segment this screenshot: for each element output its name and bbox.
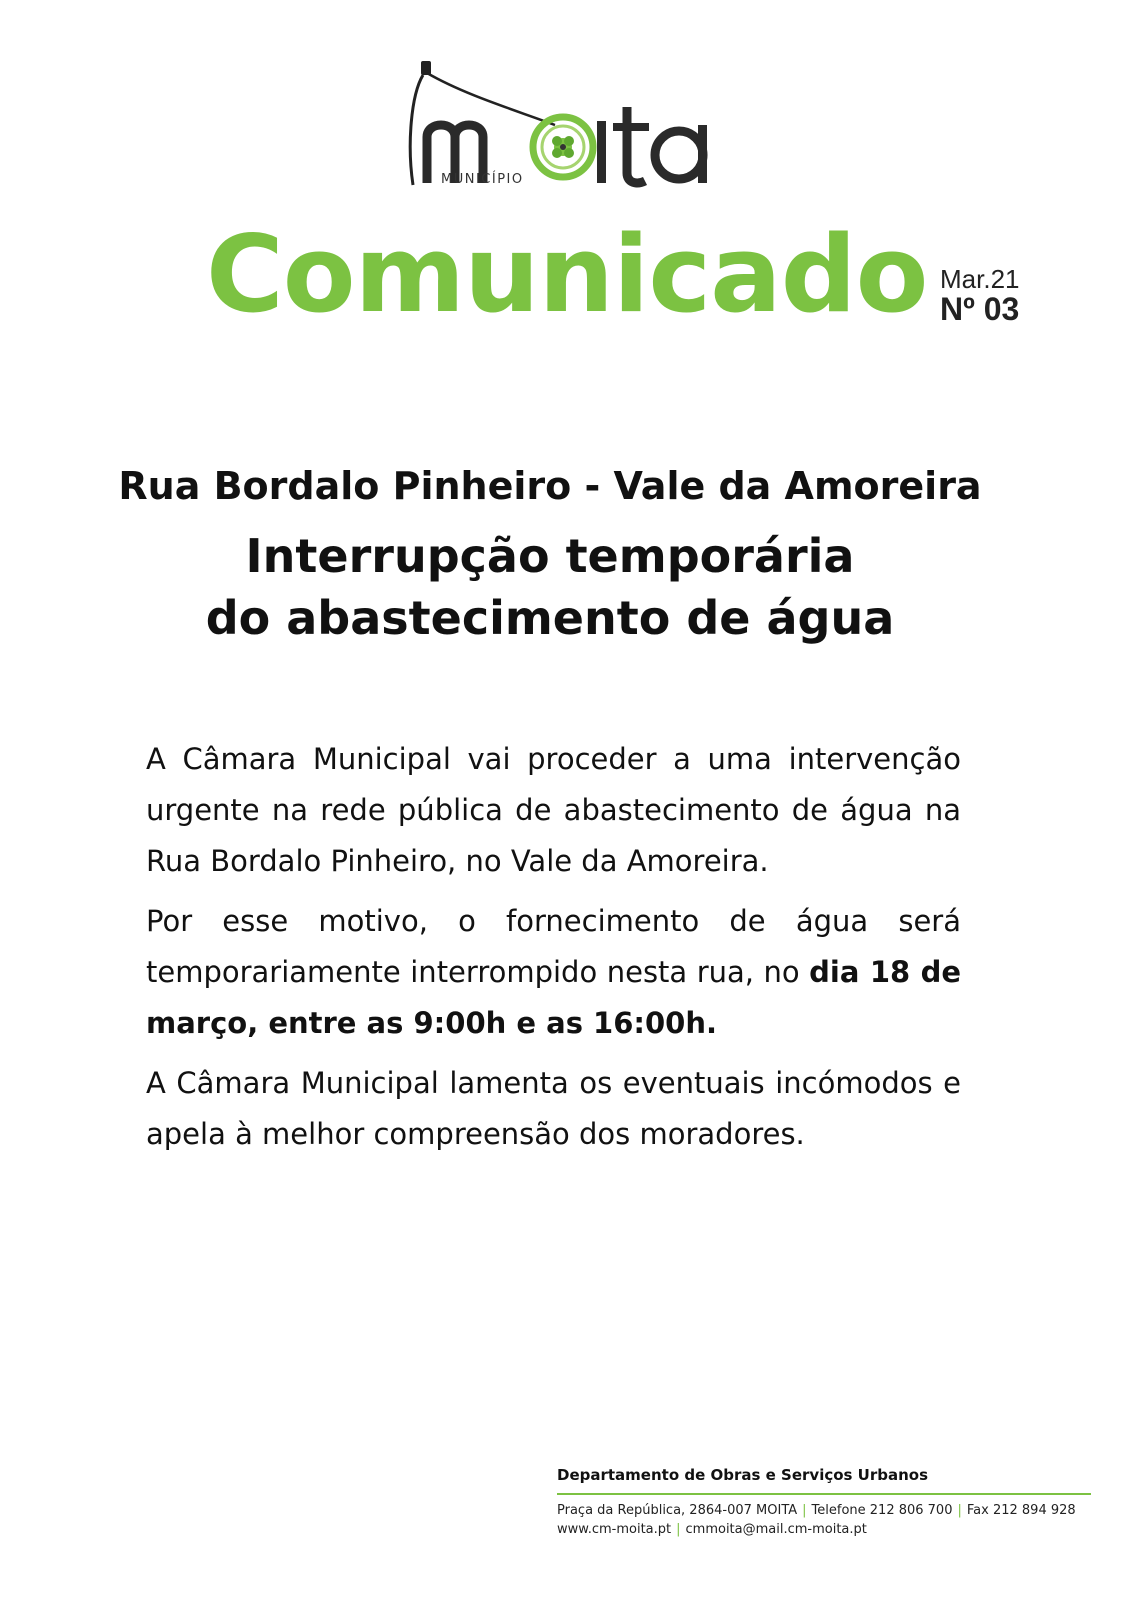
- notice-headline: [0, 525, 1100, 649]
- footer-phone: Telefone 212 806 700: [811, 1503, 953, 1518]
- footer-address: Praça da República, 2864-007 MOITA: [557, 1503, 798, 1518]
- headline-line-1: Interrupção temporária: [245, 529, 855, 583]
- logo-subtitle: MUNICÍPIO: [441, 172, 524, 187]
- logo-word-ita: [575, 107, 692, 203]
- notice-body: [146, 734, 961, 1169]
- footer-separator: |: [957, 1503, 962, 1518]
- footer-separator: |: [676, 1522, 681, 1537]
- footer-website-link[interactable]: www.cm-moita.pt: [557, 1522, 672, 1537]
- body-paragraph-2-date: dia 18 de março, entre as 9:00h e as 16:00h.: [146, 955, 961, 1040]
- street-heading: Rua Bordalo Pinheiro - Vale da Amoreira: [118, 464, 982, 508]
- footer-separator: |: [802, 1503, 807, 1518]
- footer-email-link[interactable]: cmmoita@mail.cm-moita.pt: [685, 1522, 867, 1537]
- body-paragraph-3: A Câmara Municipal lamenta os eventuais incómodos e apela à melhor compreensão dos moradores.: [146, 1066, 961, 1151]
- body-paragraph-2-text: Por esse motivo, o fornecimento de água será temporariamente interrompido nesta rua, no: [146, 904, 961, 989]
- issue-date: Mar.21: [940, 264, 1020, 294]
- footer-contact-line: [557, 1503, 1091, 1518]
- footer: [557, 1466, 1091, 1537]
- footer-department: Departamento de Obras e Serviços Urbanos: [557, 1466, 929, 1484]
- issue-number: Nº 03: [940, 291, 1020, 328]
- body-paragraph-2: [146, 896, 961, 1049]
- moita-logo: [405, 55, 725, 195]
- footer-web-line: [557, 1522, 1091, 1537]
- headline-line-2: do abastecimento de água: [205, 591, 895, 645]
- footer-divider: [557, 1493, 1091, 1495]
- body-paragraph-1: A Câmara Municipal vai proceder a uma intervenção urgente na rede pública de abastecimento de água na Rua Bordalo Pinheiro, no Vale da Amoreira.: [146, 742, 961, 878]
- page-title: Comunicado: [206, 213, 928, 336]
- footer-fax: Fax 212 894 928: [966, 1503, 1076, 1518]
- issue-info: [940, 266, 1020, 327]
